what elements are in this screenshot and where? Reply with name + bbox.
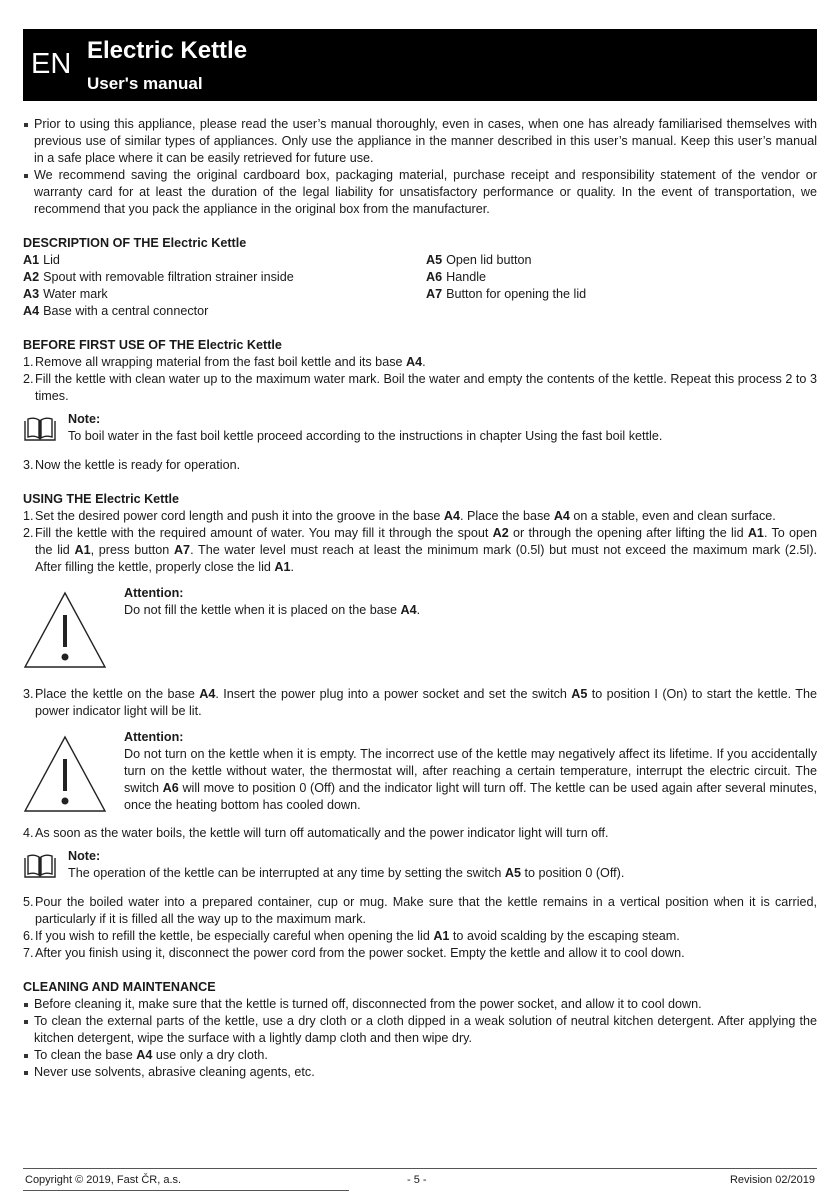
step-item: 5. Pour the boiled water into a prepared container, cup or mug. Make sure that the kettle remains in a vertical position when it is carried, particularly if it is filled all the way up to the maximum mark.: [23, 895, 817, 926]
book-icon: [23, 854, 57, 880]
parts-column-left: [23, 252, 426, 320]
revision-text: Revision 02/2019: [729, 1174, 815, 1186]
document-header: [23, 29, 817, 101]
note-block: [23, 411, 817, 445]
section-title-description: DESCRIPTION OF THE Electric Kettle: [23, 236, 247, 250]
step-item: 3. Place the kettle on the base A4. Insert the power plug into a power socket and set the switch A5 to position I (On) to start the kettle. The power indicator light will be lit.: [23, 687, 817, 718]
step-item: 7. After you finish using it, disconnect the power cord from the power socket. Empty the kettle and allow it to cool down.: [23, 946, 685, 960]
manual-content: [23, 116, 817, 1081]
section-title-first-use: BEFORE FIRST USE OF THE Electric Kettle: [23, 338, 282, 352]
first-use-steps-cont: [23, 457, 817, 474]
note-title: Note:: [68, 412, 101, 426]
intro-item: Prior to using this appliance, please read the user’s manual thoroughly, even in cases, when one has already familiarised themselves with previous use of similar types of appliances. Only use the appliance in the manner described in this user’s manual. Keep this user’s manual in a safe place where it can be easily retrieved for future use.: [23, 116, 817, 167]
cleaning-list: [23, 996, 817, 1081]
part-item: A4 Base with a central connector: [23, 304, 209, 318]
document-subtitle: User's manual: [87, 74, 203, 93]
cleaning-item: Never use solvents, abrasive cleaning agents, etc.: [23, 1064, 817, 1081]
using-steps-cont: [23, 825, 817, 842]
part-item: A2 Spout with removable filtration strainer inside: [23, 270, 294, 284]
first-use-steps: [23, 354, 817, 405]
note-text: To boil water in the fast boil kettle proceed according to the instructions in chapter Using the fast boil kettle.: [68, 429, 663, 443]
using-steps-cont: [23, 894, 817, 962]
section-title-cleaning: CLEANING AND MAINTENANCE: [23, 980, 216, 994]
step-item: 2. Fill the kettle with clean water up to the maximum water mark. Boil the water and empty the contents of the kettle. Repeat this process 2 to 3 times.: [23, 372, 817, 403]
footer-divider: [23, 1190, 349, 1191]
part-item: A6 Handle: [426, 270, 487, 284]
attention-text: Do not fill the kettle when it is placed on the base A4.: [124, 603, 421, 617]
language-code: EN: [31, 48, 72, 80]
step-item: 1. Set the desired power cord length and push it into the groove in the base A4. Place the base A4 on a stable, even and clean surface.: [23, 509, 776, 523]
part-item: A1 Lid: [23, 253, 60, 267]
cleaning-item: To clean the base A4 use only a dry cloth.: [23, 1047, 817, 1064]
book-icon: [23, 417, 57, 443]
page-number: - 5 -: [407, 1174, 427, 1186]
document-title: Electric Kettle: [87, 37, 248, 64]
step-item: 6. If you wish to refill the kettle, be especially careful when opening the lid A1 to avoid scalding by the escaping steam.: [23, 929, 680, 943]
warning-icon: [23, 591, 107, 669]
intro-item: We recommend saving the original cardboard box, packaging material, purchase receipt and responsibility statement of the vendor or warranty card for at least the duration of the legal liability for unsatisfactory performance or quality. In the event of transportation, we recommend that you pack the appliance in the original box from the manufacturer.: [23, 167, 817, 218]
intro-list: [23, 116, 817, 218]
part-item: A3 Water mark: [23, 287, 108, 301]
section-title-using: USING THE Electric Kettle: [23, 492, 180, 506]
warning-icon: [23, 735, 107, 813]
step-item: 2. Fill the kettle with the required amount of water. You may fill it through the spout A2 or through the opening after lifting the lid A1. To open the lid A1, press button A7. The water level must reach at least the minimum mark (0.5l) but must not exceed the maximum mark (2.5l). After filling the kettle, properly close the lid A1.: [23, 526, 818, 574]
note-text: The operation of the kettle can be interrupted at any time by setting the switch A5 to position 0 (Off).: [68, 866, 625, 880]
attention-block: [23, 729, 817, 814]
using-steps: [23, 508, 817, 576]
parts-description: [23, 252, 817, 320]
part-item: A5 Open lid button: [426, 253, 532, 267]
attention-title: Attention:: [124, 586, 184, 600]
note-title: Note:: [68, 849, 101, 863]
using-steps-cont: [23, 686, 817, 720]
parts-column-right: [426, 252, 817, 320]
page-footer: [23, 1168, 817, 1192]
cleaning-item: Before cleaning it, make sure that the kettle is turned off, disconnected from the power socket, and allow it to cool down.: [23, 996, 817, 1013]
attention-title: Attention:: [124, 730, 184, 744]
step-item: 4. As soon as the water boils, the kettle will turn off automatically and the power indicator light will turn off.: [23, 826, 609, 840]
note-block: [23, 848, 817, 882]
cleaning-item: To clean the external parts of the kettle, use a dry cloth or a cloth dipped in a weak solution of neutral kitchen detergent. After applying the kitchen detergent, wipe the surface with a lightly damp cloth and then wipe dry.: [23, 1013, 817, 1047]
attention-text: Do not turn on the kettle when it is empty. The incorrect use of the kettle may negatively affect its lifetime. If you accidentally turn on the kettle without water, the thermostat will, after reaching a certain temperature, interrupt the electric circuit. The switch A6 will move to position 0 (Off) and the indicator light will turn off. The kettle can be used again after several minutes, once the heating bottom has cooled down.: [124, 747, 817, 812]
step-item: 3. Now the kettle is ready for operation.: [23, 458, 241, 472]
attention-block: [23, 585, 817, 686]
step-item: 1. Remove all wrapping material from the fast boil kettle and its base A4.: [23, 355, 426, 369]
part-item: A7 Button for opening the lid: [426, 287, 587, 301]
copyright-text: Copyright © 2019, Fast ČR, a.s.: [25, 1174, 182, 1186]
